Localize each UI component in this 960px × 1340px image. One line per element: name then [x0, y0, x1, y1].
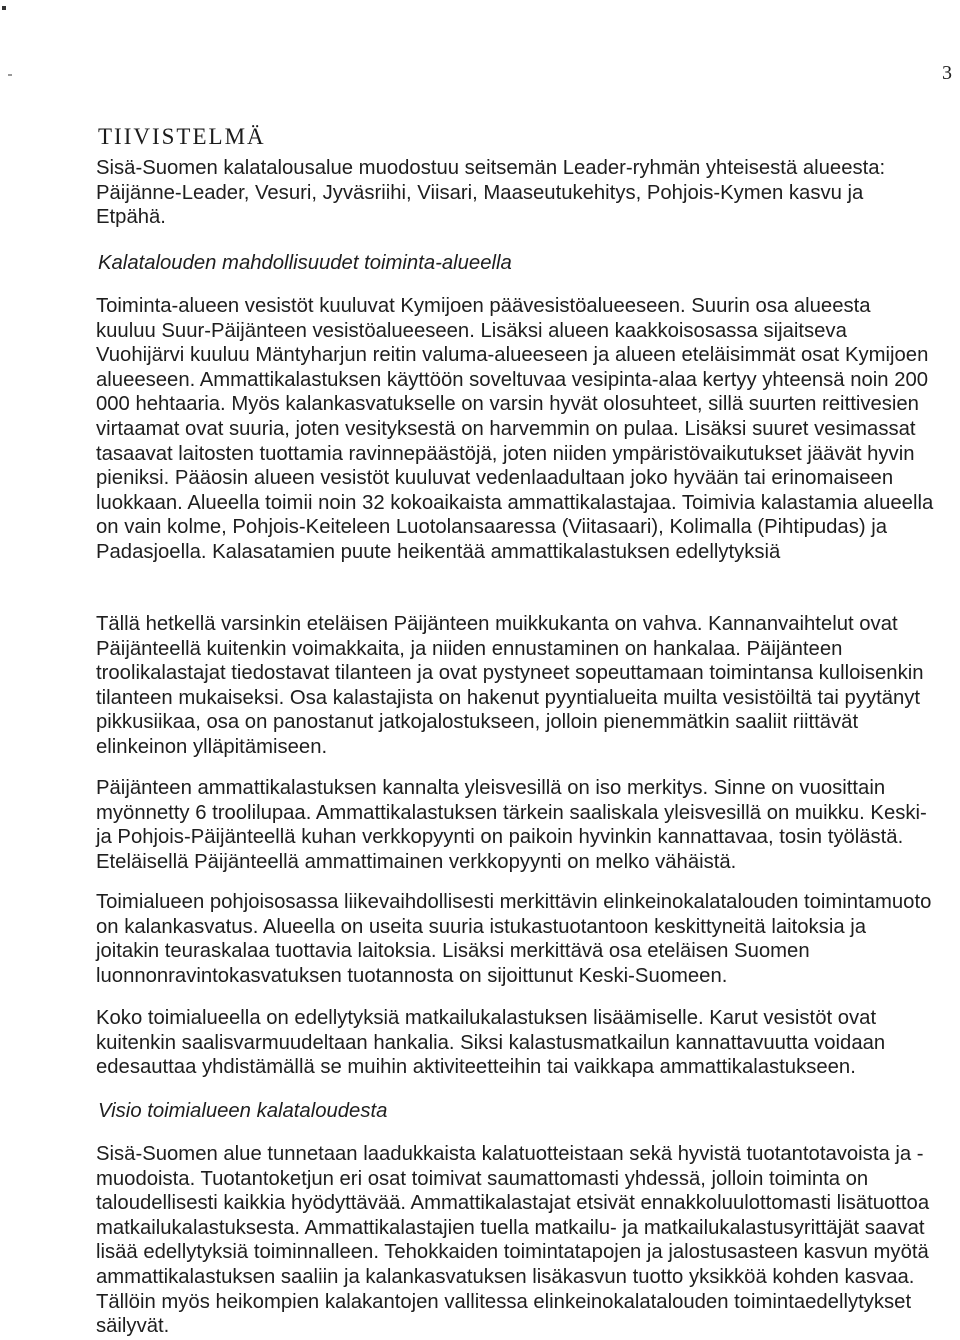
page-number: 3 [942, 62, 952, 84]
paragraph-public-waters: Päijänteen ammattikalastuksen kannalta yleisvesillä on iso merkitys. Sinne on vuosittain myönnetty 6 troolilupaa. Ammattikalastuksen tärkein saaliskala yleisvesillä on muikku. Keski- ja Pohjois-Päijänteellä kuhan verkkopyynti on paikoin hyvinkin kannattavaa, tosin työlästä. Eteläisellä Päijänteellä ammattimainen verkkopyynti on melko vähäistä. [96, 777, 927, 873]
section-title-vision: Visio toimialueen kalataloudesta [98, 1100, 388, 1122]
paragraph-tourism-fishing: Koko toimialueella on edellytyksiä matkailukalastuksen lisäämiselle. Karut vesistöt ovat kuitenkin saalisvarmuudeltaan hankalia. Siksi kalastusmatkailun kannattavuutta voidaan edesauttaa yhdistämällä se muihin aktiviteetteihin tai vaikkapa ammattikalastukseen. [96, 1007, 886, 1079]
scan-speck [8, 74, 12, 76]
section-title-opportunities: Kalatalouden mahdollisuudet toiminta-alueella [98, 252, 512, 274]
scan-speck [2, 6, 6, 10]
intro-paragraph: Sisä-Suomen kalatalousalue muodostuu seitsemän Leader-ryhmän yhteisestä alueesta: Päijänne-Leader, Vesuri, Jyväsriihi, Viisari, Maaseutukehitys, Pohjois-Kymen kasvu ja Etpähä. [96, 157, 886, 229]
page-heading: TIIVISTELMÄ [98, 124, 266, 149]
paragraph-waters: Toiminta-alueen vesistöt kuuluvat Kymijoen päävesistöalueeseen. Suurin osa alueesta kuuluu Suur-Päijänteen vesistöalueeseen. Lisäksi alueen kaakkoisosassa sijaitseva Vuohijärvi kuuluu Mäntyharjun reitin valuma-alueeseen ja alueen eteläisimmät osat Kymijoen alueeseen. Ammattikalastuksen käyttöön soveltuvaa vesipinta-alaa kertyy yhteensä noin 200 000 hehtaaria. Myös kalankasvatukselle on varsin hyvät olosuhteet, sillä suurten reittivesien virtaamat ovat suuria, joten vesityksestä on harvemmin on pulaa. Lisäksi suuret vesimassat tasaavat laitosten tuottamia ravinnepäästöjä, joten niiden ympäristövaikutukset jäävät hyvin pieniksi. Pääosin alueen vesistöt kuuluvat vedenlaadultaan joko hyvään tai erinomaiseen luokkaan. Alueella toimii noin 32 kokoaikaista ammattikalastajaa. Toimivia kalastamia alueella on vain kolme, Pohjois-Keiteleen Luotolansaaressa (Viitasaari), Kolimalla (Pihtipudas) ja Padasjoella. Kalasatamien puute heikentää ammattikalastuksen edellytyksiä [96, 295, 934, 563]
paragraph-paijanne-vendace: Tällä hetkellä varsinkin eteläisen Päijänteen muikkukanta on vahva. Kannanvaihtelut ovat Päijänteellä kuitenkin voimakkaita, ja niiden ennustaminen on hankalaa. Päijänteen troolikalastajat tiedostavat tilanteen ja ovat pystyneet sopeuttamaan toimintansa kulloisenkin tilanteen mukaiseksi. Osa kalastajista on hakenut pyyntialueita muilta vesistöiltä tai pyytänyt pikkusiikaa, osa on panostanut jatkojalostukseen, jolloin pienemmätkin saaliit riittävät elinkeinon ylläpitämiseen. [96, 613, 924, 758]
paragraph-vision: Sisä-Suomen alue tunnetaan laadukkaista kalatuotteistaan sekä hyvistä tuotantotavoista ja -muodoista. Tuotantoketjun eri osat toimivat saumattomasti yhdessä, jolloin toiminta on taloudellisesti kaikkia hyödyttävää. Ammattikalastajat etsivät ennakkoluulottomasti lisätuottoa matkailukalastuksesta. Ammattikalastajien tuella matkailu- ja matkailukalastusyrittäjät saavat lisää edellytyksiä toiminnalleen. Tehokkaiden toimintatapojen ja jalostusasteen kasvun myötä ammattikalastuksen saaliin ja kalankasvatuksen lisäkasvun tuotto yksikköä kohden kasvaa. Tällöin myös heikompien kalakantojen vallitessa elinkeinokalatalouden toimintaedellytykset säilyvät. [96, 1143, 930, 1338]
paragraph-fish-farming: Toimialueen pohjoisosassa liikevaihdollisesti merkittävin elinkeinokalatalouden toimintamuoto on kalankasvatus. Alueella on useita suuria istukastuotantoon keskittyneitä laitoksia ja joitakin teuraskalaa tuottavia laitoksia. Lisäksi merkittävä osa eteläisen Suomen luonnonravintokasvatuksen tuotannosta on sijoittunut Keski-Suomeen. [96, 891, 932, 987]
